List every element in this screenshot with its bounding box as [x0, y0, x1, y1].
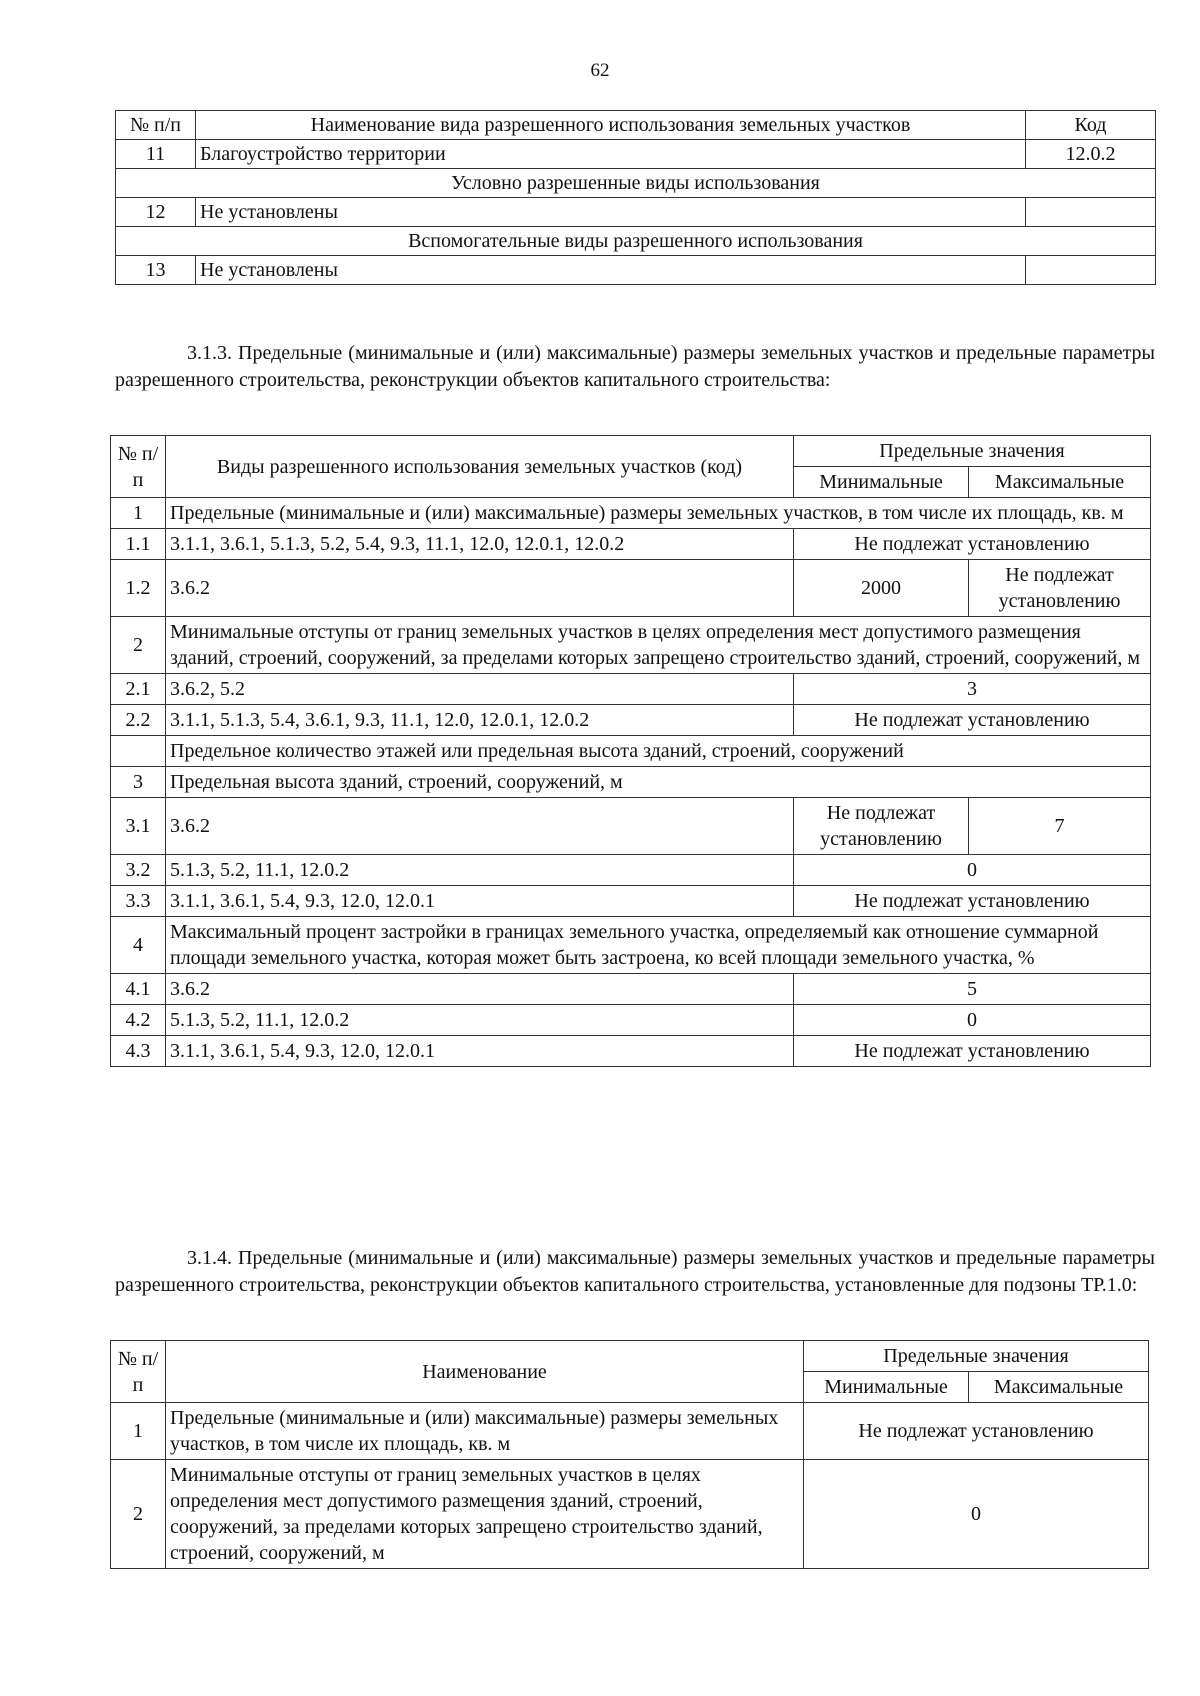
table-header-row	[111, 1341, 1149, 1372]
row-num: 1	[111, 1403, 166, 1460]
section-auxiliary-title: Вспомогательные виды разрешенного использования	[116, 227, 1156, 256]
row-value: 3	[794, 674, 1151, 705]
row-code: 12.0.2	[1026, 140, 1156, 169]
table-header-row	[111, 436, 1151, 467]
section-row	[116, 169, 1156, 198]
row-codes: 3.1.1, 3.6.1, 5.1.3, 5.2, 5.4, 9.3, 11.1, 12.0, 12.0.1, 12.0.2	[166, 529, 794, 560]
table-row	[111, 1460, 1149, 1569]
row-num: 2.1	[111, 674, 166, 705]
row-num: 4.3	[111, 1036, 166, 1067]
row-code	[1026, 256, 1156, 285]
row-name: Не установлены	[196, 198, 1026, 227]
row-num	[111, 736, 166, 767]
row-codes: 5.1.3, 5.2, 11.1, 12.0.2	[166, 1005, 794, 1036]
table-row	[111, 736, 1151, 767]
header-name: Наименование вида разрешенного использования земельных участков	[196, 111, 1026, 140]
header-limits: Предельные значения	[804, 1341, 1149, 1372]
row-value: Не подлежат установлению	[794, 529, 1151, 560]
row-num: 12	[116, 198, 196, 227]
table-row	[111, 1036, 1151, 1067]
row-value: Не подлежат установлению	[794, 1036, 1151, 1067]
header-num: № п/п	[111, 436, 166, 498]
table-row	[116, 140, 1156, 169]
row-codes: 3.6.2	[166, 560, 794, 617]
table-row	[111, 617, 1151, 674]
header-name: Виды разрешенного использования земельных участков (код)	[166, 436, 794, 498]
row-num: 4.2	[111, 1005, 166, 1036]
table-row	[116, 198, 1156, 227]
table-row	[111, 560, 1151, 617]
table-row	[111, 886, 1151, 917]
row-codes: 3.6.2	[166, 974, 794, 1005]
row-text: Максимальный процент застройки в границах земельного участка, определяемый как отношение суммарной площади земельного участка, которая может быть застроена, ко всей площади земельного участка, %	[166, 917, 1151, 974]
row-code	[1026, 198, 1156, 227]
row-codes: 3.6.2, 5.2	[166, 674, 794, 705]
table-row	[111, 974, 1151, 1005]
row-text: Минимальные отступы от границ земельных участков в целях определения мест допустимого размещения зданий, строений, сооружений, за пределами которых запрещено строительство зданий, строений, сооружений, м	[166, 1460, 804, 1569]
row-min: 2000	[794, 560, 969, 617]
row-num: 2	[111, 617, 166, 674]
header-limits: Предельные значения	[794, 436, 1151, 467]
row-num: 4	[111, 917, 166, 974]
header-min: Минимальные	[794, 467, 969, 498]
row-max: Не подлежат установлению	[969, 560, 1151, 617]
row-num: 3.3	[111, 886, 166, 917]
row-num: 4.1	[111, 974, 166, 1005]
subzone-limits-table	[110, 1340, 1149, 1569]
table-row	[116, 256, 1156, 285]
limits-table	[110, 435, 1151, 1067]
row-name: Благоустройство территории	[196, 140, 1026, 169]
row-value: Не подлежат установлению	[794, 886, 1151, 917]
header-max: Максимальные	[969, 1372, 1149, 1403]
row-num: 11	[116, 140, 196, 169]
header-num: № п/п	[116, 111, 196, 140]
table-row	[111, 767, 1151, 798]
table-row	[111, 798, 1151, 855]
table-row	[111, 855, 1151, 886]
header-max: Максимальные	[969, 467, 1151, 498]
row-codes: 3.1.1, 5.1.3, 5.4, 3.6.1, 9.3, 11.1, 12.0, 12.0.1, 12.0.2	[166, 705, 794, 736]
row-num: 13	[116, 256, 196, 285]
table-row	[111, 917, 1151, 974]
row-value: Не подлежат установлению	[804, 1403, 1149, 1460]
row-name: Не установлены	[196, 256, 1026, 285]
paragraph-3-1-3: 3.1.3. Предельные (минимальные и (или) максимальные) размеры земельных участков и предельные параметры разрешенного строительства, реконструкции объектов капитального строительства:	[115, 342, 1155, 391]
table-row	[111, 529, 1151, 560]
table-row	[111, 674, 1151, 705]
row-codes: 3.6.2	[166, 798, 794, 855]
row-text: Предельные (минимальные и (или) максимальные) размеры земельных участков, в том числе их площадь, кв. м	[166, 498, 1151, 529]
table-row	[111, 705, 1151, 736]
row-text: Предельная высота зданий, строений, сооружений, м	[166, 767, 1151, 798]
row-value: Не подлежат установлению	[794, 705, 1151, 736]
row-num: 2	[111, 1460, 166, 1569]
row-codes: 5.1.3, 5.2, 11.1, 12.0.2	[166, 855, 794, 886]
table-row	[111, 498, 1151, 529]
row-min: Не подлежат установлению	[794, 798, 969, 855]
header-code: Код	[1026, 111, 1156, 140]
row-codes: 3.1.1, 3.6.1, 5.4, 9.3, 12.0, 12.0.1	[166, 1036, 794, 1067]
header-name: Наименование	[166, 1341, 804, 1403]
row-value: 0	[794, 1005, 1151, 1036]
row-value: 0	[794, 855, 1151, 886]
row-max: 7	[969, 798, 1151, 855]
section-row	[116, 227, 1156, 256]
row-num: 1.2	[111, 560, 166, 617]
row-value: 5	[794, 974, 1151, 1005]
row-text: Минимальные отступы от границ земельных участков в целях определения мест допустимого размещения зданий, строений, сооружений, за пределами которых запрещено строительство зданий, строений, сооружений, м	[166, 617, 1151, 674]
row-text: Предельное количество этажей или предельная высота зданий, строений, сооружений	[166, 736, 1151, 767]
row-value: 0	[804, 1460, 1149, 1569]
row-text: Предельные (минимальные и (или) максимальные) размеры земельных участков, в том числе их площадь, кв. м	[166, 1403, 804, 1460]
paragraph-3-1-4: 3.1.4. Предельные (минимальные и (или) максимальные) размеры земельных участков и предельные параметры разрешенного строительства, реконструкции объектов капитального строительства, установленные для подзоны ТР.1.0:	[115, 1247, 1155, 1296]
section-conditional-title: Условно разрешенные виды использования	[116, 169, 1156, 198]
row-num: 2.2	[111, 705, 166, 736]
row-codes: 3.1.1, 3.6.1, 5.4, 9.3, 12.0, 12.0.1	[166, 886, 794, 917]
row-num: 1.1	[111, 529, 166, 560]
header-num: № п/п	[111, 1341, 166, 1403]
table-row	[111, 1005, 1151, 1036]
table-row	[111, 1403, 1149, 1460]
permitted-uses-table	[115, 110, 1156, 285]
row-num: 3.2	[111, 855, 166, 886]
row-num: 3	[111, 767, 166, 798]
header-min: Минимальные	[804, 1372, 969, 1403]
row-num: 3.1	[111, 798, 166, 855]
row-num: 1	[111, 498, 166, 529]
page-number: 62	[590, 60, 610, 81]
table-header-row	[116, 111, 1156, 140]
